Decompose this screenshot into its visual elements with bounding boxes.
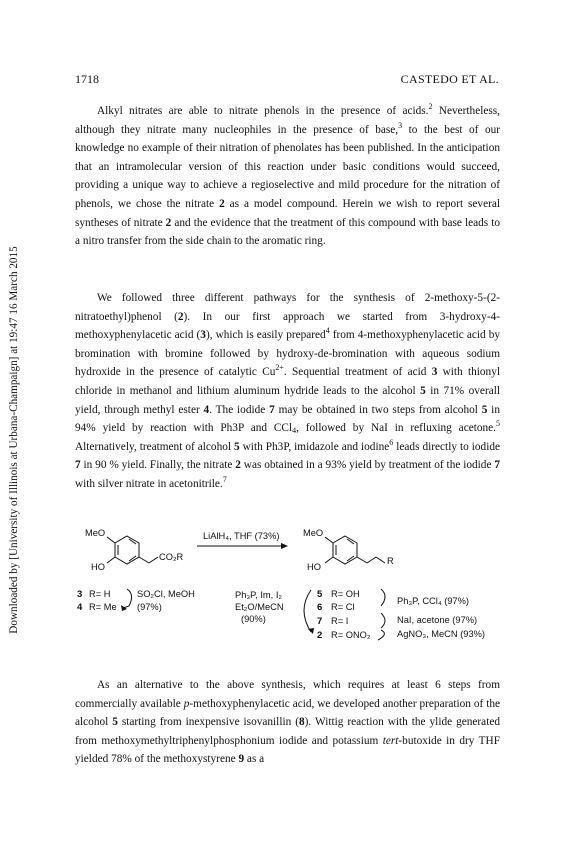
paragraph-2 (75, 289, 500, 494)
running-head: CASTEDO ET AL. (400, 72, 499, 86)
condition-5: AgNO₃, MeCN (93%) (397, 629, 485, 639)
left-structure (107, 536, 158, 564)
brace-2 (304, 590, 311, 632)
paragraph-3-text: As an alternative to the above synthesis, which requires at least 6 steps from commercially available p-methoxyphenylacetic acid, we developed another preparation of the alcohol 5 starting from inexpensive isovanillin (8). Wittig reaction with the ylide generated from methoxymethyltriphenylphosphonium iodide and potassium tert-butoxide in dry THF yielded 78% of the methoxystyrene 9 as a (75, 679, 500, 766)
compound-2-number: 2 (317, 630, 323, 641)
right-ho-label: HO (307, 562, 321, 572)
watermark-text: Downloaded by [University of Illinois at Urbana-Champaign] at 19:47 16 March 2015 (8, 246, 20, 634)
download-watermark (4, 200, 24, 680)
condition-1-line-1: SO₂Cl, MeOH (137, 589, 195, 599)
brace-1 (123, 589, 132, 608)
condition-2-line-1: Ph₃P, Im, I₂ (235, 590, 283, 600)
compound-4-r: R= Me (89, 602, 117, 612)
compound-7-r: R= I (331, 616, 349, 626)
condition-2-line-2: Et₂O/MeCN (235, 602, 284, 612)
arrow-reagent-label: LiAlH₄, THF (73%) (203, 531, 280, 541)
condition-1-line-2: (97%) (137, 602, 162, 612)
page-header (75, 72, 499, 88)
paragraph-2-text: We followed three different pathways for the synthesis of 2-methoxy-5-(2-nitratoethyl)phenol (2). In our first approach we started from 3-hydroxy-4-methoxyphenylacetic acid (3), which is easily prepared$^4$ from 4-methoxyphenylacetic acid by bromination with bromine followed by hydroxy-de-bromination with aqueous sodium hydroxide in the presence of catalytic $Cu^{2+}$. Sequential treatment of acid 3 with thionyl chloride in methanol and lithium aluminum hydride leads to the alcohol 5 in 71% overall yield, through methyl ester 4. The iodide 7 may be obtained in two steps from alcohol 5 in 94% yield by reaction with Ph3P and CCl$_4$, followed by NaI in refluxing acetone.$^5$ Alternatively, treatment of alcohol 5 with Ph3P, imidazole and iodine$^6$ leads directly to iodide 7 in 90 % yield. Finally, the nitrate 2 was obtained in a 93% yield by treatment of the iodide 7 with silver nitrate in acetonitrile.$^7$ (75, 292, 500, 490)
paragraph-3 (75, 676, 500, 769)
left-meo-label: MeO (85, 528, 106, 538)
paragraph-1-text: Alkyl nitrates are able to nitrate phenols in the presence of acids.$^2$ Nevertheless, although they nitrate many nucleophiles in the presence of base,$^3$ to the best of our knowledge no example of their nitration of phenolates has been published. In the anticipation that an intramolecular version of this reaction under basic conditions would succeed, providing a unique way to achieve a regioselective and mild procedure for the nitration of phenols, we chose the nitrate 2 as a model compound. Herein we wish to report several syntheses of nitrate 2 and the evidence that the treatment of this compound with base leads to a nitro transfer from the side chain to the aromatic ring. (75, 102, 501, 248)
compound-5-r: R= OH (331, 589, 360, 599)
scheme-svg (75, 520, 500, 650)
compound-2-r: R= ONO₂ (331, 630, 371, 640)
right-meo-label: MeO (303, 528, 324, 538)
reaction-scheme (75, 520, 500, 650)
condition-4: NaI, acetone (97%) (397, 615, 478, 625)
brace-3 (378, 589, 385, 640)
condition-3: Ph₃P, CCl₄ (97%) (397, 596, 469, 606)
arrow-head (281, 543, 288, 549)
compound-6-r: R= Cl (331, 602, 355, 612)
right-structure (325, 536, 385, 564)
page-number: 1718 (75, 72, 99, 86)
compound-3-r: R= H (89, 589, 111, 599)
compound-7-number: 7 (317, 616, 323, 627)
left-co2r-label: CO₂R (159, 552, 184, 562)
left-ho-label: HO (91, 562, 105, 572)
compound-5-number: 5 (317, 589, 323, 600)
brace-1-head (121, 605, 127, 611)
brace-2-head (308, 628, 314, 634)
compound-3-number: 3 (77, 589, 83, 600)
condition-2-line-3: (90%) (241, 614, 266, 624)
right-r-label: R (387, 556, 394, 566)
compound-6-number: 6 (317, 602, 323, 613)
compound-4-number: 4 (77, 602, 83, 613)
paragraph-1 (75, 102, 500, 251)
